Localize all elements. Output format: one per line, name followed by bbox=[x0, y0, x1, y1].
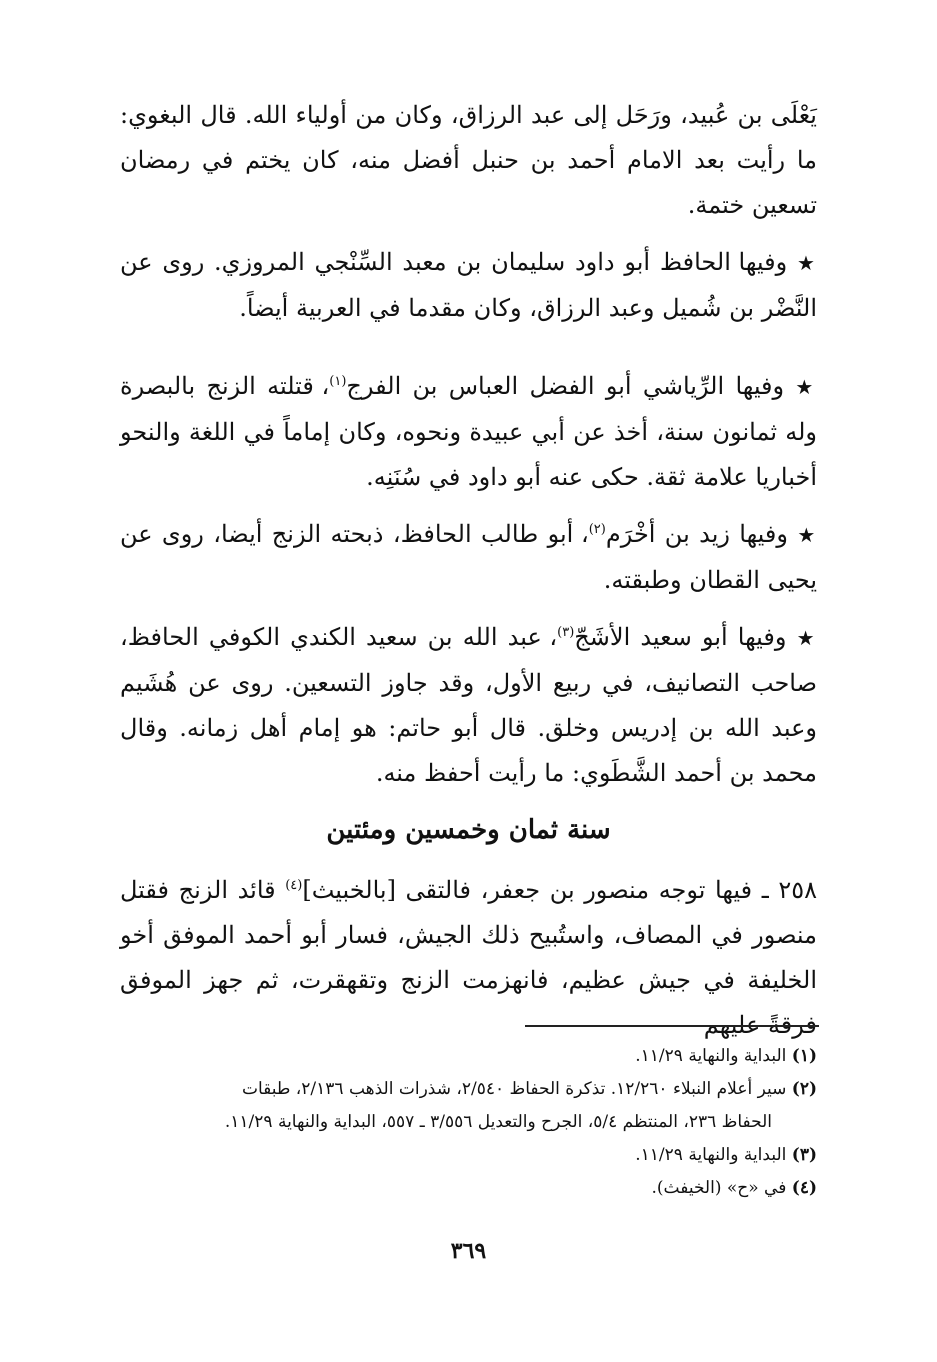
paragraph-text: ، قتلته الزنج بالبصرة وله ثمانون سنة، أخذ عن أبي عبيدة ونحوه، وكان إماماً في اللغة والنحو أخباريا علامة ثقة. حكى عنه أبو داود في سُنَنِه. bbox=[120, 372, 817, 491]
paragraph-text: وفيها الحافظ أبو داود سليمان بن معبد السِّنْجي المروزي. روى عن النَّضْر بن شُميل وعبد الرزاق، وكان مقدما في العربية أيضاً. bbox=[120, 248, 817, 322]
paragraph-continuation: يَعْلَى بن عُبيد، ورَحَل إلى عبد الرزاق، وكان من أولياء الله. قال البغوي: ما رأيت بعد الامام أحمد بن حنبل أفضل منه، كان يختم في رمضان تسعين ختمة. bbox=[120, 101, 817, 219]
footnote-ref: (١) bbox=[329, 374, 347, 389]
paragraph-year-258 bbox=[120, 868, 817, 1048]
footnote-item bbox=[120, 1073, 817, 1139]
star-bullet-icon: ★ bbox=[797, 523, 817, 547]
star-bullet-icon: ★ bbox=[796, 626, 817, 650]
paragraph-text: وفيها زيد بن أخْرَم bbox=[605, 520, 788, 548]
footnote-item bbox=[120, 1172, 817, 1205]
paragraph-riyashi bbox=[120, 364, 817, 500]
page-number: ٣٦٩ bbox=[450, 1238, 487, 1264]
paragraph-text: وفيها أبو سعيد الأشَجّ bbox=[574, 623, 787, 651]
footnote-number: (٤) bbox=[791, 1178, 817, 1198]
footnote-number: (٢) bbox=[791, 1079, 817, 1099]
footnotes bbox=[120, 1040, 817, 1205]
paragraph-abu-said-ashajj bbox=[120, 615, 817, 796]
footnote-number: (١) bbox=[791, 1046, 817, 1066]
footnote-item bbox=[120, 1139, 817, 1172]
footnote-number: (٣) bbox=[791, 1145, 817, 1165]
paragraph-text: وفيها الرِّياشي أبو الفضل العباس بن الفرج bbox=[346, 372, 785, 400]
paragraph-text: ٢٥٨ ـ فيها توجه منصور بن جعفر، فالتقى [بالخبيث] bbox=[302, 876, 817, 904]
paragraph-text: قائد الزنج فقتل منصور في المصاف، واستُبيح ذلك الجيش، فسار أبو أحمد الموفق أخو الخليفة في جيش عظيم، فانهزمت الزنج وتقهقرت، ثم جهز الموفق فرقةً عليهم bbox=[120, 876, 818, 1039]
paragraph-text: ، أبو طالب الحافظ، ذبحته الزنج أيضا، روى عن يحيى القطان وطبقته. bbox=[120, 520, 817, 594]
footnote-text: سير أعلام النبلاء ١٢/٢٦٠. تذكرة الحفاظ ٢/٥٤٠، شذرات الذهب ٢/١٣٦، طبقات bbox=[241, 1079, 787, 1099]
footnote-text: في «ح» (الخيفث). bbox=[651, 1178, 787, 1198]
footnote-divider bbox=[525, 1025, 819, 1027]
paragraph-text: ، عبد الله بن سعيد الكندي الكوفي الحافظ، صاحب التصانيف، في ربيع الأول، وقد جاوز التسعين. روى عن هُشَيم وعبد الله بن إدريس وخلق. قال أبو حاتم: هو إمام أهل زمانه. وقال محمد بن أحمد الشَّطَوي: ما رأيت أحفظ منه. bbox=[120, 623, 817, 787]
footnote-ref: (٢) bbox=[588, 522, 606, 537]
paragraph-zayd-ibn-akhram bbox=[120, 512, 817, 603]
paragraph-abu-dawud-sinji bbox=[120, 240, 817, 331]
footnote-item bbox=[120, 1040, 817, 1073]
footnote-ref: (٣) bbox=[557, 625, 575, 640]
section-heading: سنة ثمان وخمسين ومئتين bbox=[326, 815, 611, 845]
footnote-text-continued: الحفاظ ٢٣٦، المنتظم ٥/٤، الجرح والتعديل ٣/٥٥٦ ـ ٥٥٧، البداية والنهاية ١١/٢٩. bbox=[224, 1112, 772, 1132]
footnote-ref: (٤) bbox=[285, 878, 303, 893]
star-bullet-icon: ★ bbox=[795, 375, 817, 399]
footnote-text: البداية والنهاية ١١/٢٩. bbox=[635, 1046, 787, 1066]
star-bullet-icon: ★ bbox=[796, 251, 817, 275]
footnote-text: البداية والنهاية ١١/٢٩. bbox=[635, 1145, 787, 1165]
